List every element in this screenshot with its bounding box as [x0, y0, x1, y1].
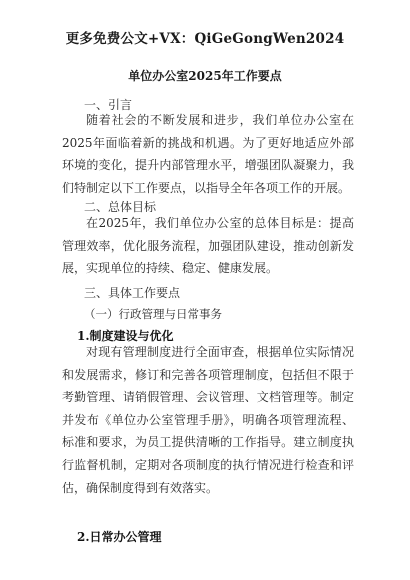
section-heading-overall-goal: 二、总体目标 — [84, 200, 157, 214]
section-heading-specific-points: 三、具体工作要点 — [84, 286, 181, 300]
paragraph-system-building: 对现有管理制度进行全面审查，根据单位实际情况和发展需求，修订和完善各项管理制度，包括但不限于考勤管理、请销假管理、会议管理、文档管理等。制定并发布《单位办公室管理手册》，明确各项管理流程、标准和要求，为员工提供清晰的工作指导。建立制度执行监督机制，定期对各项制度的执行情况进行检查和评估，确保制度得到有效落实。 — [62, 345, 354, 495]
watermark-banner: 更多免费公文+VX：QiGeGongWen2024 — [65, 31, 345, 47]
paragraph-overall-goal: 在2025年，我们单位办公室的总体目标是：提高管理效率，优化服务流程，加强团队建设，推动创新发展，实现单位的持续、稳定、健康发展。 — [62, 216, 354, 276]
item-heading-daily-office: 2.日常办公管理 — [77, 530, 162, 544]
section-heading-introduction: 一、引言 — [84, 98, 133, 112]
subsection-heading-admin: （一）行政管理与日常事务 — [84, 307, 222, 321]
document-title: 单位办公室2025年工作要点 — [128, 69, 282, 83]
paragraph-introduction: 随着社会的不断发展和进步，我们单位办公室在2025年面临着新的挑战和机遇。为了更好地适应外部环境的变化，提升内部管理水平，增强团队凝聚力，我们特制定以下工作要点，以指导全年各项工作的开展。 — [62, 113, 354, 195]
item-heading-system-building: 1.制度建设与优化 — [77, 329, 174, 343]
